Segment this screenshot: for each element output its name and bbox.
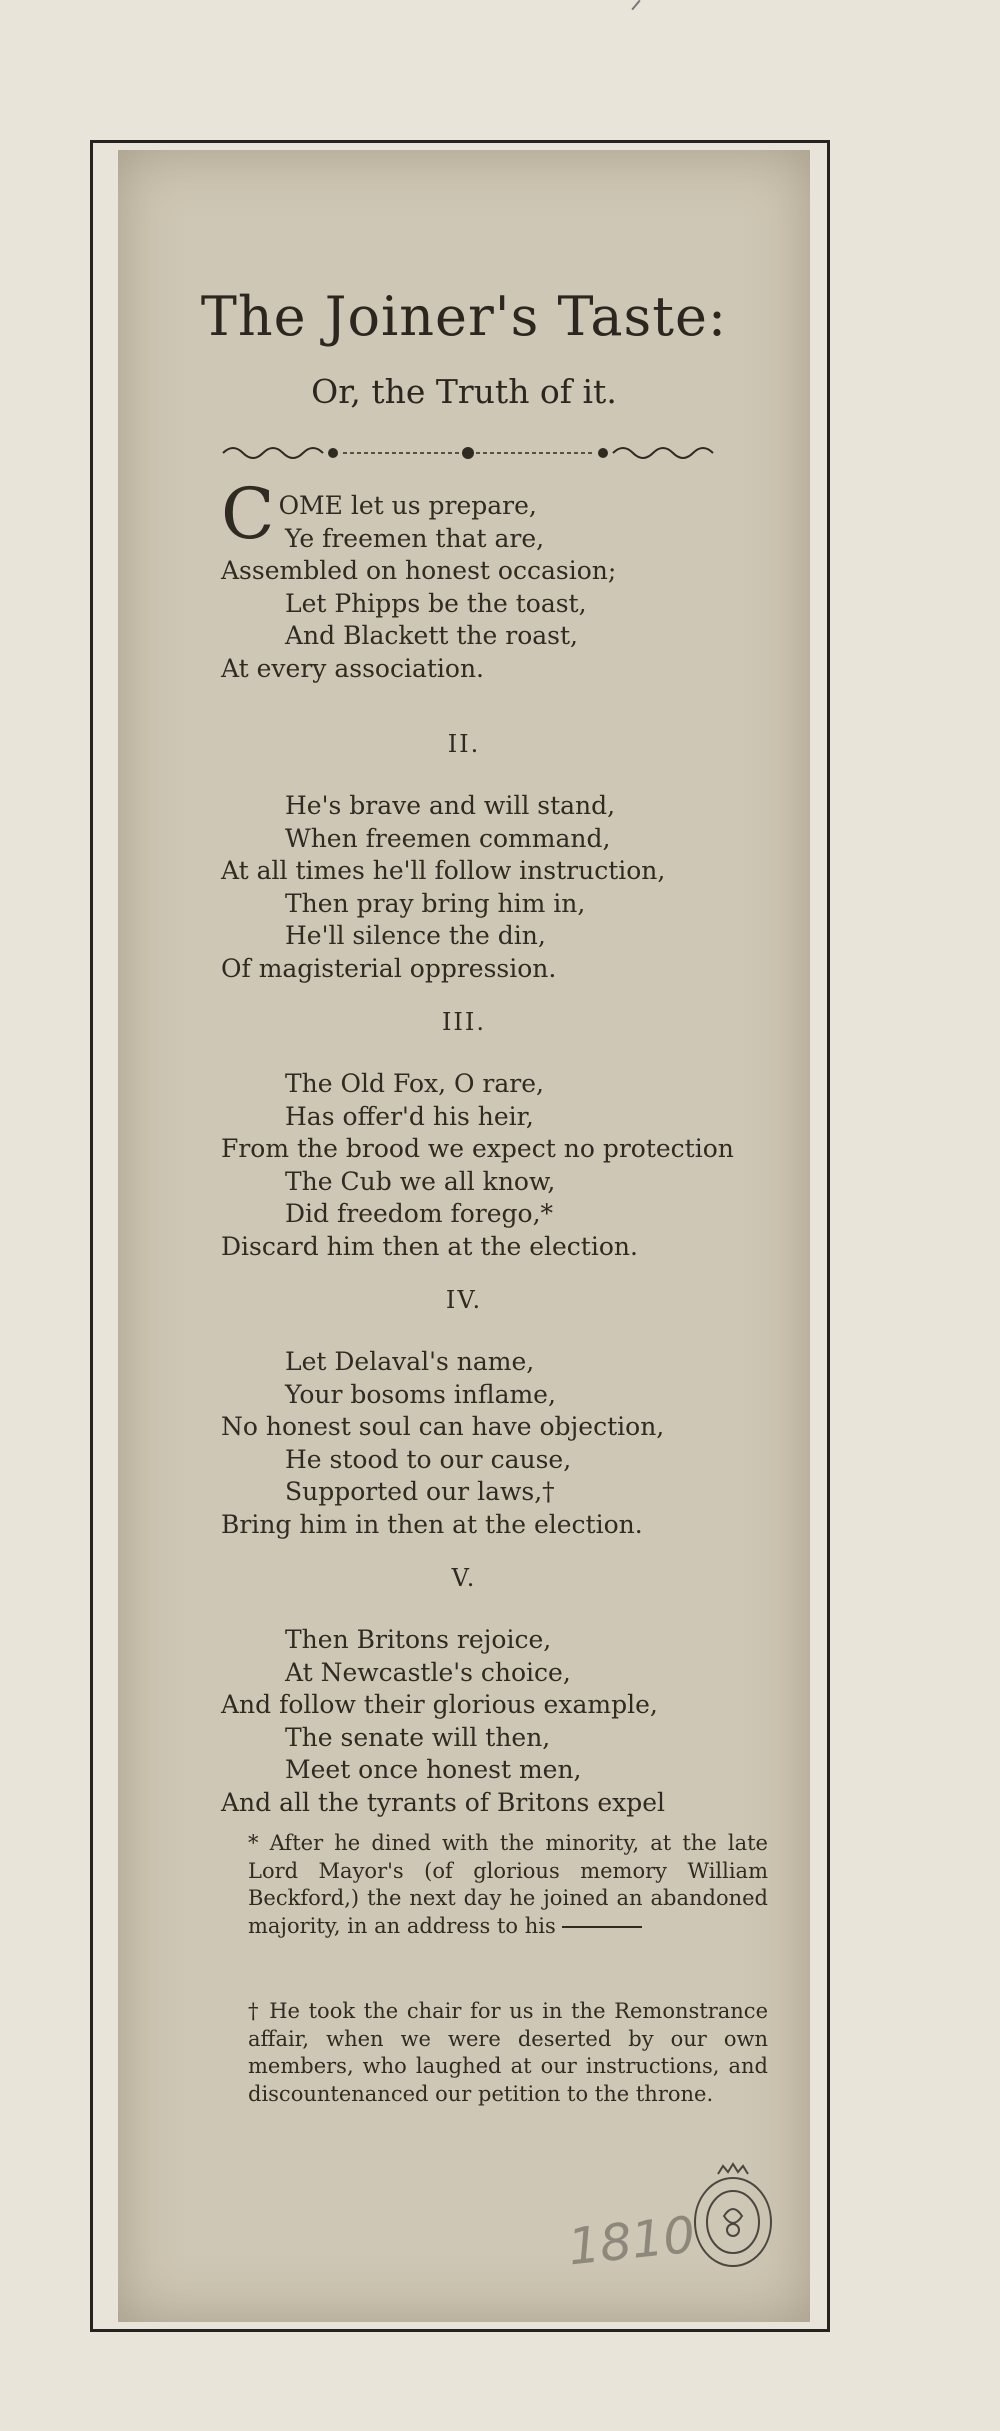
footnote-2-text: † He took the chair for us in the Remonstrance affair, when we were deserted by our own members, who laughed at our instructions, and discountenanced our petition to the throne.: [248, 1999, 768, 2106]
stanza-line: No honest soul can have objection,: [221, 1412, 665, 1441]
stanza-line: At Newcastle's choice,: [285, 1657, 571, 1687]
stanza-line: Did freedom forego,*: [285, 1199, 554, 1228]
stanza-4: [221, 1346, 781, 1541]
stanza-2: [221, 790, 781, 985]
stanza-1: [221, 473, 781, 685]
stanza-line: The Cub we all know,: [285, 1166, 556, 1196]
stanza-numeral: III.: [441, 1008, 487, 1036]
stanza-line: Has offer'd his heir,: [285, 1101, 534, 1131]
pencil-tick: [631, 0, 640, 10]
stanza-line: At all times he'll follow instruction,: [221, 856, 666, 885]
stanza-line: He's brave and will stand,: [285, 791, 616, 820]
ornament-divider: [218, 440, 718, 466]
footnote-2: [223, 1998, 768, 2108]
pencil-mark: 1810: [565, 2205, 698, 2277]
stanza-line: Bring him in then at the election.: [221, 1509, 643, 1539]
stanza-line: And follow their glorious example,: [221, 1690, 658, 1719]
drop-cap: C: [221, 473, 275, 555]
stanza-line: Supported our laws,†: [285, 1477, 555, 1506]
stanza-line: He'll silence the din,: [285, 921, 546, 950]
broadside-sheet: [118, 150, 810, 2322]
stanza-line: Of magisterial oppression.: [221, 953, 557, 983]
stanza-line: And Blackett the roast,: [285, 621, 578, 650]
stanza-line: The senate will then,: [285, 1722, 551, 1752]
stanza-numeral: V.: [451, 1564, 477, 1592]
stanza-line: He stood to our cause,: [285, 1444, 572, 1474]
stanza-line: Assembled on honest occasion;: [221, 556, 617, 585]
stanza-line: Your bosoms inflame,: [285, 1379, 556, 1409]
stanza-line: From the brood we expect no protection: [221, 1134, 734, 1163]
stanza-3: [221, 1068, 781, 1263]
library-stamp-icon: [688, 2160, 778, 2270]
footnote-1: [223, 1830, 768, 1940]
page-subtitle: Or, the Truth of it.: [311, 372, 617, 411]
stanza-line: Let Phipps be the toast,: [285, 588, 587, 618]
stanza-numeral: IV.: [445, 1286, 483, 1314]
stanza-line: Discard him then at the election.: [221, 1231, 638, 1261]
stanza-line: Then Britons rejoice,: [285, 1625, 552, 1654]
dash-rule: [562, 1926, 642, 1928]
stanza-numeral: II.: [447, 730, 481, 758]
stanza-line: And all the tyrants of Britons expel: [221, 1787, 666, 1817]
stanza-line: At every association.: [221, 653, 485, 683]
footnote-1-text: * After he dined with the minority, at the late Lord Mayor's (of glorious memory William Beckford,) the next day he joined an abandoned majority, in an address to his: [248, 1831, 768, 1938]
stanza-line: Ye freemen that are,: [285, 523, 545, 553]
stanza-line: The Old Fox, O rare,: [285, 1069, 544, 1098]
stanza-5: [221, 1624, 781, 1819]
stanza-line: Meet once honest men,: [285, 1755, 582, 1784]
stanza-line: When freemen command,: [285, 823, 611, 853]
stanza-line: Let Delaval's name,: [285, 1347, 535, 1376]
stanza-line: Then pray bring him in,: [285, 888, 586, 918]
page-title: The Joiner's Taste:: [200, 285, 728, 348]
stanza-line-text: OME let us prepare,: [278, 491, 537, 520]
